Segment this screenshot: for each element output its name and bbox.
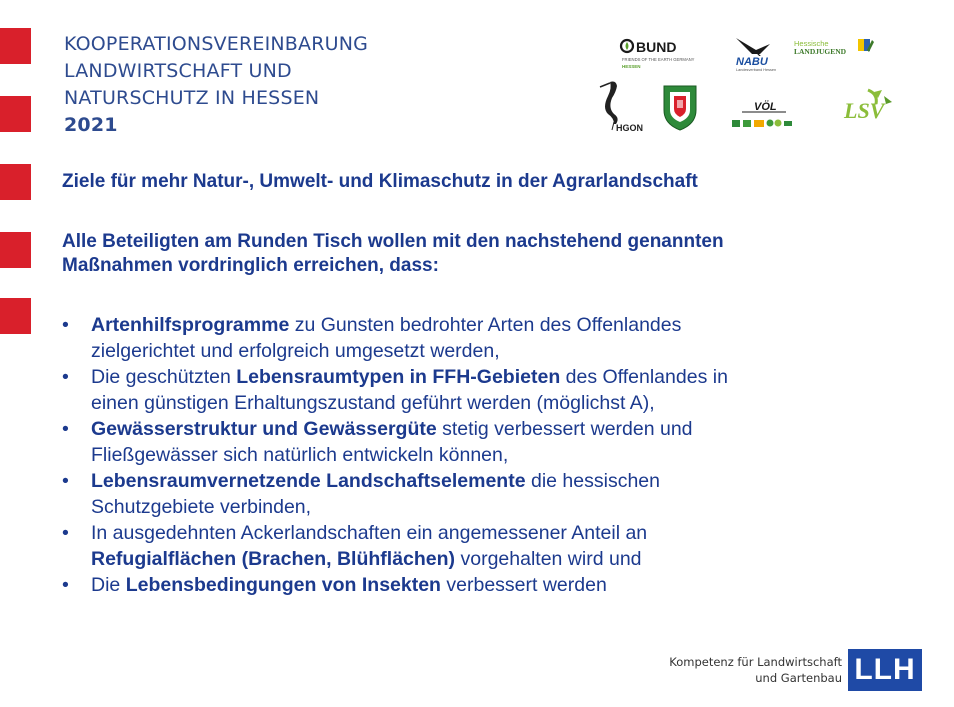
- item-text: zu Gunsten bedrohter Arten des Offenlandes: [289, 314, 682, 336]
- llh-logo: LLH: [848, 649, 922, 691]
- red-marker: [0, 96, 31, 132]
- item-text: vorgehalten wird und: [455, 548, 642, 570]
- bund-text: BUND: [636, 39, 677, 55]
- item-text: einen günstigen Erhaltungszustand geführt werden (möglichst A),: [91, 392, 655, 414]
- landjugend-text-1: Hessische: [794, 39, 829, 48]
- landjugend-logo: [792, 36, 882, 65]
- list-item: [62, 520, 922, 572]
- lsv-text: LSV: [844, 98, 885, 123]
- lsv-icon: [838, 88, 898, 128]
- bold-term: Lebensraumvernetzende Landschaftselemente: [91, 470, 526, 492]
- bund-region-text: HESSEN: [622, 64, 641, 69]
- goals-list: [62, 312, 922, 598]
- item-text: Fließgewässer sich natürlich entwickeln können,: [91, 444, 509, 466]
- red-marker: [0, 298, 31, 334]
- item-text: verbessert werden: [440, 574, 607, 596]
- intro-heading-line: Maßnahmen vordringlich erreichen, dass:: [62, 255, 439, 276]
- footer-line: Kompetenz für Landwirtschaft: [669, 655, 842, 669]
- coat-of-arms-icon: [660, 82, 700, 132]
- item-text: Die: [91, 574, 126, 596]
- item-text: des Offenlandes in: [560, 366, 728, 388]
- item-text: Schutzgebiete verbinden,: [91, 496, 312, 518]
- bold-term: Gewässerstruktur und Gewässergüte: [91, 418, 437, 440]
- llh-footer: [669, 649, 922, 691]
- landjugend-icon: [792, 36, 882, 60]
- voel-text: VÖL: [754, 101, 777, 113]
- nabu-logo: [730, 34, 780, 77]
- landjugend-text-2: LANDJUGEND: [794, 47, 847, 56]
- intro-heading: [62, 230, 724, 278]
- bullet-icon: •: [62, 314, 69, 336]
- footer-tagline: [669, 654, 842, 686]
- item-text: In ausgedehnten Ackerlandschaften ein angemessener Anteil an: [91, 522, 648, 544]
- wappen-logo: [660, 82, 700, 137]
- footer-line: und Gartenbau: [755, 671, 842, 685]
- partner-logos: [590, 30, 910, 140]
- bold-term: Lebensraumtypen in FFH-Gebieten: [236, 366, 561, 388]
- goal-heading: Ziele für mehr Natur-, Umwelt- und Klimaschutz in der Agrarlandschaft: [62, 171, 698, 192]
- hgon-logo: [590, 78, 646, 139]
- bullet-icon: •: [62, 522, 69, 544]
- title-line: LANDWIRTSCHAFT UND: [64, 60, 292, 82]
- bund-icon: [618, 38, 698, 72]
- item-text: stetig verbessert werden und: [436, 418, 693, 440]
- list-item: [62, 572, 922, 598]
- bullet-icon: •: [62, 366, 69, 388]
- nabu-text: NABU: [736, 56, 768, 68]
- bullet-icon: •: [62, 574, 69, 596]
- item-text: die hessischen: [525, 470, 660, 492]
- lsv-logo: [838, 88, 898, 133]
- page-title: [64, 31, 368, 139]
- list-item: [62, 468, 922, 520]
- title-year: 2021: [64, 114, 118, 136]
- list-item: [62, 312, 922, 364]
- bold-term: Artenhilfsprogramme: [91, 314, 290, 336]
- heron-icon: [590, 78, 646, 134]
- list-item: [62, 364, 922, 416]
- bullet-icon: •: [62, 470, 69, 492]
- bund-logo: [618, 38, 698, 77]
- intro-heading-line: Alle Beteiligten am Runden Tisch wollen mit den nachstehend genannten: [62, 231, 724, 252]
- title-line: NATURSCHUTZ IN HESSEN: [64, 87, 320, 109]
- bullet-icon: •: [62, 418, 69, 440]
- stork-icon: [730, 34, 780, 72]
- red-marker: [0, 28, 31, 64]
- nabu-sub-text: Landesverband Hessen: [736, 68, 777, 72]
- item-text: Die geschützten: [91, 366, 237, 388]
- red-marker: [0, 232, 31, 268]
- item-text: zielgerichtet und erfolgreich umgesetzt werden,: [91, 340, 500, 362]
- bold-term: Refugialflächen (Brachen, Blühflächen): [91, 548, 456, 570]
- voel-logo: [728, 96, 798, 137]
- bund-sub-text: FRIENDS OF THE EARTH GERMANY: [622, 57, 695, 62]
- list-item: [62, 416, 922, 468]
- red-marker: [0, 164, 31, 200]
- bold-term: Lebensbedingungen von Insekten: [125, 574, 441, 596]
- title-line: KOOPERATIONSVEREINBARUNG: [64, 33, 369, 55]
- voel-icon: [728, 96, 798, 132]
- hgon-text: HGON: [616, 123, 643, 133]
